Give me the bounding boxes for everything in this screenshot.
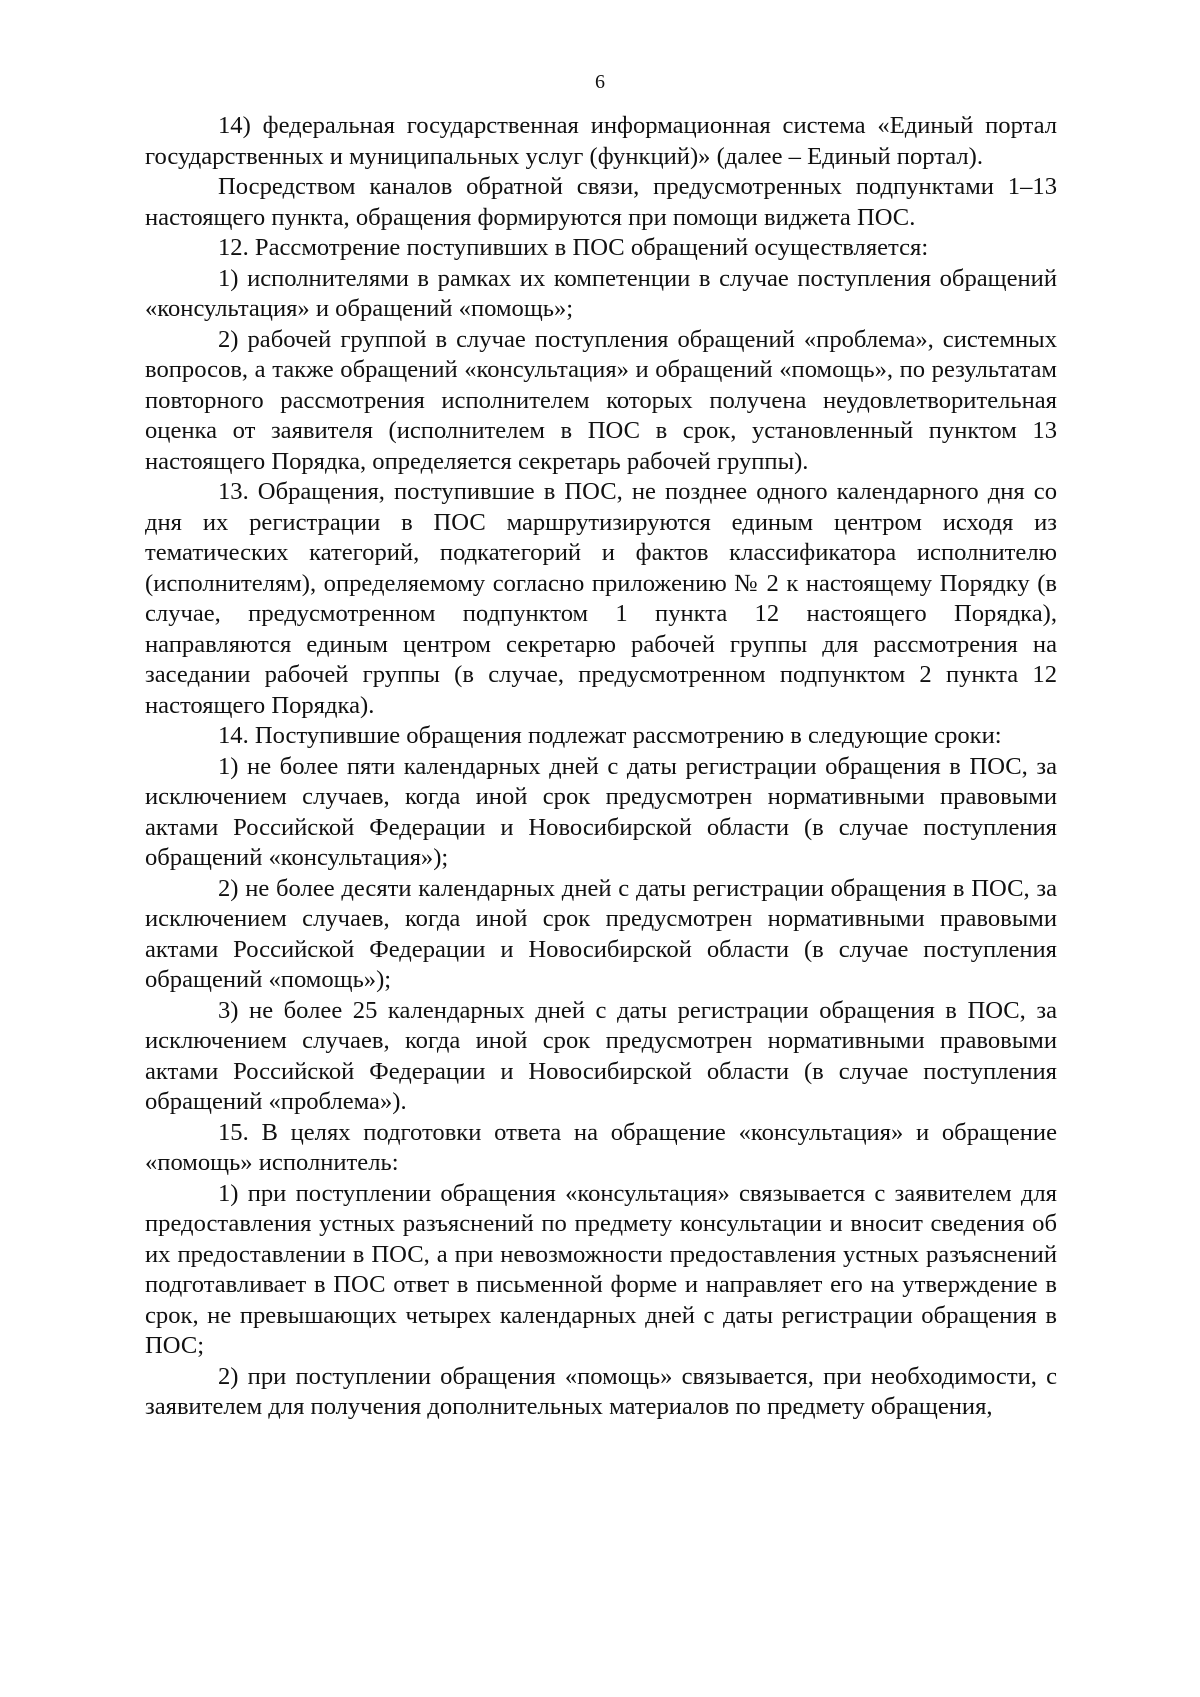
paragraph-section-15-item-1: 1) при поступлении обращения «консультация» связывается с заявителем для предоставления устных разъяснений по предмету консультации и вносит сведения об их предоставлении в ПОС, а при невозможности предоставления устных разъяснений подготавливает в ПОС ответ в письменной форме и направляет его на утверждение в срок, не превышающих четырех календарных дней с даты регистрации обращения в ПОС; (145, 1179, 1057, 1359)
paragraph-section-13: 13. Обращения, поступившие в ПОС, не позднее одного календарного дня со дня их регистрации в ПОС маршрутизируются единым центром исходя из тематических категорий, подкатегорий и фактов классификатора исполнителю (исполнителям), определяемому согласно приложению № 2 к настоящему Порядку (в случае, предусмотренном подпунктом 1 пункта 12 настоящего Порядка), направляются единым центром секретарю рабочей группы для рассмотрения на заседании рабочей группы (в случае, предусмотренном подпунктом 2 пункта 12 настоящего Порядка). (145, 478, 1057, 719)
paragraph-section-12-item-1: 1) исполнителями в рамках их компетенции в случае поступления обращений «консультация» и обращений «помощь»; (145, 264, 1057, 322)
paragraph-section-14-item-1: 1) не более пяти календарных дней с даты регистрации обращения в ПОС, за исключением случаев, когда иной срок предусмотрен нормативными правовыми актами Российской Федерации и Новосибирской области (в случае поступления обращений «консультация»); (145, 752, 1057, 871)
paragraph-feedback-channels: Посредством каналов обратной связи, предусмотренных подпунктами 1–13 настоящего пункта, обращения формируются при помощи виджета ПОС. (145, 173, 1057, 231)
paragraph-section-12-item-2: 2) рабочей группой в случае поступления обращений «проблема», системных вопросов, а также обращений «консультация» и обращений «помощь», по результатам повторного рассмотрения исполнителем которых получена неудовлетворительная оценка от заявителя (исполнителем в ПОС в срок, установленный пунктом 13 настоящего Порядка, определяется секретарь рабочей группы). (145, 325, 1057, 475)
paragraph-section-15: 15. В целях подготовки ответа на обращение «консультация» и обращение «помощь» исполнитель: (145, 1118, 1057, 1176)
paragraph-section-14-item-3: 3) не более 25 календарных дней с даты регистрации обращения в ПОС, за исключением случаев, когда иной срок предусмотрен нормативными правовыми актами Российской Федерации и Новосибирской области (в случае поступления обращений «проблема»). (145, 996, 1057, 1115)
paragraph-section-14: 14. Поступившие обращения подлежат рассмотрению в следующие сроки: (218, 722, 1002, 749)
paragraph-section-14-item-2: 2) не более десяти календарных дней с даты регистрации обращения в ПОС, за исключением случаев, когда иной срок предусмотрен нормативными правовыми актами Российской Федерации и Новосибирской области (в случае поступления обращений «помощь»); (145, 874, 1057, 993)
paragraph-section-15-item-2: 2) при поступлении обращения «помощь» связывается, при необходимости, с заявителем для получения дополнительных материалов по предмету обращения, (145, 1362, 1057, 1420)
document-body (145, 111, 1057, 1423)
page-number: 6 (595, 71, 605, 93)
paragraph-section-12: 12. Рассмотрение поступивших в ПОС обращений осуществляется: (218, 234, 929, 261)
paragraph-item-14-portal: 14) федеральная государственная информационная система «Единый портал государственных и муниципальных услуг (функций)» (далее – Единый портал). (145, 112, 1057, 170)
